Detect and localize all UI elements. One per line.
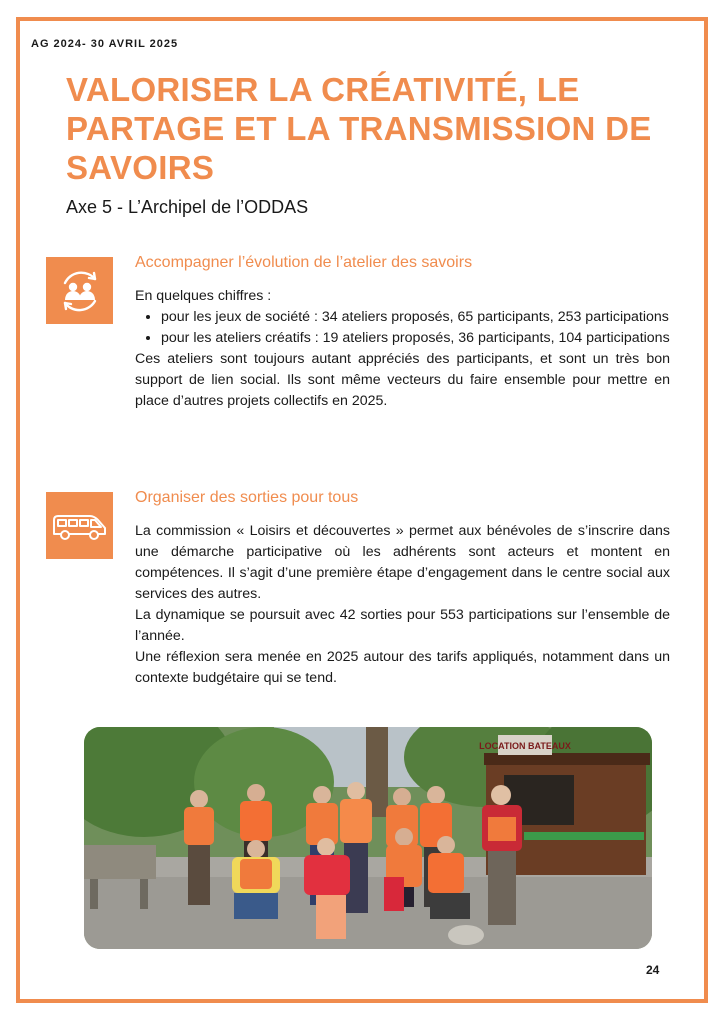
section-paragraph: Une réflexion sera menée en 2025 autour des tarifs appliqués, notamment dans un contexte budgétaire qui se tend. — [135, 649, 670, 686]
minibus-icon — [46, 492, 113, 559]
page-title: VALORISER LA CRÉATIVITÉ, LE PARTAGE ET LA TRANSMISSION DE SAVOIRS — [66, 71, 652, 186]
list-item: • pour les jeux de société : 34 ateliers proposés, 65 participants, 253 participations — [161, 307, 670, 328]
page-subtitle: Axe 5 - L’Archipel de l’ODDAS — [66, 197, 309, 217]
list-item: • pour les ateliers créatifs : 19 ateliers proposés, 36 participants, 104 participations — [161, 328, 670, 349]
group-photo — [84, 727, 652, 949]
section-intro: En quelques chiffres : — [135, 288, 272, 304]
figures-list — [135, 307, 670, 349]
section-paragraph: Ces ateliers sont toujours autant appréciés des participants, et sont un très bon support de lien social. Ils sont même vecteurs du faire ensemble pour mettre en place d’autres projets collectifs en 2025. — [135, 351, 670, 409]
section-paragraph: La commission « Loisirs et découvertes » permet aux bénévoles de s’inscrire dans une démarche participative où les adhérents sont acteurs et montent en compétences. Il s’agit d’une première étape d’engagement dans le centre social aux services des autres. — [135, 523, 670, 602]
page-number: 24 — [646, 963, 660, 977]
section-heading-sorties: Organiser des sorties pour tous — [135, 489, 359, 506]
section-heading-atelier: Accompagner l’évolution de l’atelier des savoirs — [135, 254, 473, 271]
kiosk-sign-text: LOCATION BATEAUX — [479, 741, 571, 751]
section-paragraph: La dynamique se poursuit avec 42 sorties pour 553 participations sur l’ensemble de l’année. — [135, 607, 670, 644]
people-exchange-icon — [46, 257, 113, 324]
section-body-atelier — [135, 286, 670, 412]
header-date: AG 2024- 30 AVRIL 2025 — [31, 38, 179, 50]
section-body-sorties — [135, 521, 670, 689]
